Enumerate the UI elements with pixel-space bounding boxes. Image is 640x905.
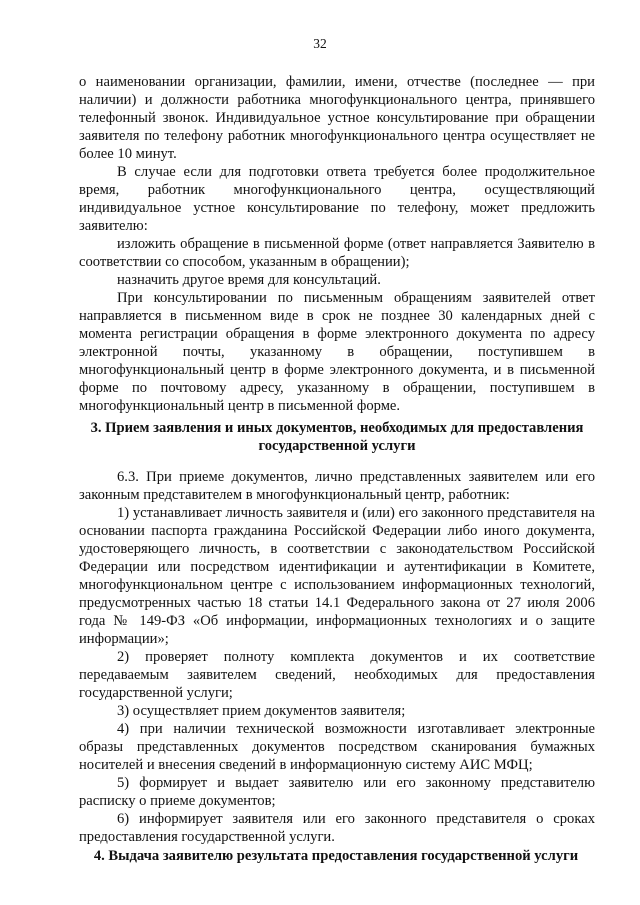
paragraph: о наименовании организации, фамилии, имени, отчестве (последнее — при наличии) и должности работника многофункционального центра, принявшего телефонный звонок. Индивидуальное устное консультирование при обращении заявителя по телефону работник многофункционального центра осуществляет не более 10 минут.: [79, 74, 595, 162]
paragraph: назначить другое время для консультаций.: [117, 272, 381, 288]
section-heading-line: государственной услуги: [258, 438, 416, 454]
paragraph: изложить обращение в письменной форме (ответ направляется Заявителю в соответствии со способом, указанным в обращении);: [79, 236, 595, 270]
consultation-text-block: [79, 73, 595, 415]
section-3-heading: [79, 419, 595, 455]
list-item: 3) осуществляет прием документов заявителя;: [117, 703, 406, 719]
list-item: 1) устанавливает личность заявителя и (или) его законного представителя на основании паспорта гражданина Российской Федерации либо иного документа, удостоверяющего личность, в соответствии с законодательством Российской Федерации или посредством идентификации и аутентификации в Комитете, многофункциональном центре с использованием информационных технологий, предусмотренных частью 18 статьи 14.1 Федерального закона от 27 июля 2006 года № 149-ФЗ «Об информации, информационных технологиях и о защите информации»;: [79, 505, 595, 647]
list-item: 5) формирует и выдает заявителю или его законному представителю расписку о приеме документов;: [79, 775, 595, 809]
list-item: 4) при наличии технической возможности изготавливает электронные образы представленных документов посредством сканирования бумажных носителей и внесения сведений в информационную систему АИС МФЦ;: [79, 721, 595, 773]
section-4-heading: [60, 847, 612, 865]
paragraph: В случае если для подготовки ответа требуется более продолжительное время, работник многофункционального центра, осуществляющий индивидуальное устное консультирование по телефону, может предложить заявителю:: [79, 164, 595, 234]
section-heading-line: 3. Прием заявления и иных документов, необходимых для предоставления: [90, 420, 584, 436]
list-item: 6) информирует заявителя или его законного представителя о сроках предоставления государственной услуги.: [79, 811, 595, 845]
paragraph: При консультировании по письменным обращениям заявителей ответ направляется в письменном виде в срок не позднее 30 календарных дней с момента регистрации обращения в форме электронного документа по адресу электронной почты, указанному в обращении, поступившем в многофункциональный центр в форме электронного документа, и в письменной форме по почтовому адресу, указанному в обращении, поступившем в многофункциональный центр в письменной форме.: [79, 290, 595, 414]
document-acceptance-text-block: [79, 468, 595, 846]
section-heading-line: 4. Выдача заявителю результата предоставления государственной услуги: [93, 848, 579, 864]
page-number: 32: [313, 36, 327, 51]
paragraph: 6.3. При приеме документов, лично представленных заявителем или его законным представителем в многофункциональный центр, работник:: [79, 469, 595, 503]
list-item: 2) проверяет полноту комплекта документов и их соответствие передаваемым заявителем сведений, необходимых для предоставления государственной услуги;: [79, 649, 595, 701]
